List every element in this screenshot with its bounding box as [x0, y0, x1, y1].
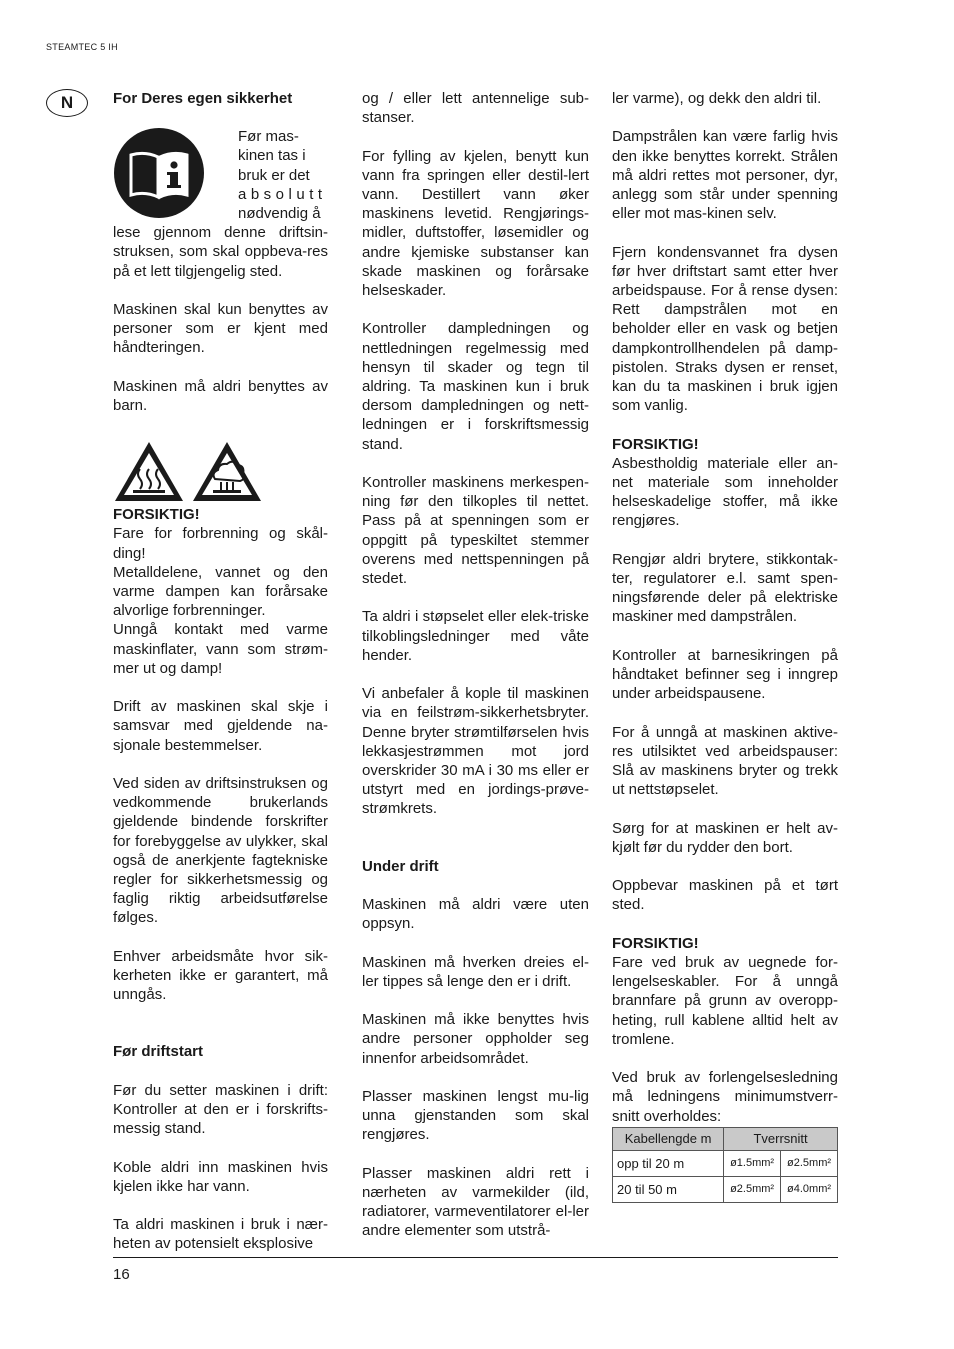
paragraph: Ved bruk av forlengelsesledning må ledningens minimumstverr-snitt overholdes:: [612, 1069, 838, 1125]
paragraph: Dampstrålen kan være farlig hvis den ikke benyttes korrekt. Strålen må aldri rettes mot personer, dyr, anlegg som står under spenning eller mot mas-kinen selv.: [612, 128, 838, 223]
paragraph: Kontroller dampledningen og nettledningen regelmessig med hensyn til skader og tegn til aldring. Ta maskinen kun i bruk dersom dampledningen og nett-ledningen er i forskriftsmessig stand.: [362, 320, 589, 453]
paragraph: Kontroller at barnesikringen på håndtaket befinner seg i inngrep under arbeidspausene.: [612, 646, 838, 703]
paragraph: Fjern kondensvannet fra dysen før hver driftstart samt etter hver arbeidspause. For å rense dysen: Rett dampstrålen mot en beholder eller en vask og betjen dampkontrollhendelen på damp-pistolen. Straks dysen er renset, kan du ta maskinen i bruk igjen som vanlig.: [612, 243, 838, 415]
paragraph: Maskinen må hverken dreies el-ler tippes så lenge den er i drift.: [362, 953, 589, 990]
intro-rest: lese gjennom denne driftsin-struksen, som skal oppbeva-res på et lett tilgjengelig sted.: [113, 224, 328, 280]
paragraph: Kontroller maskinens merkespen-ning før den tilkoples til nettet. Pass på at spenningen som er oppgitt på typeskiltet stemmer overens med nettspenningen på stedet.: [362, 474, 589, 588]
section-heading-before-start: Før driftstart: [113, 1043, 203, 1061]
intro-line-1: Før mas-: [238, 128, 299, 146]
table-cell-length: opp til 20 m: [613, 1150, 724, 1176]
paragraph: Plasser maskinen lengst mu-lig unna gjenstanden som skal rengjøres.: [362, 1088, 589, 1144]
paragraph: Maskinen må aldri være uten oppsyn.: [362, 896, 589, 933]
warning-title: FORSIKTIG!: [612, 934, 699, 952]
table-row: [613, 1177, 838, 1203]
warning-title: FORSIKTIG!: [612, 435, 699, 453]
column-2: [362, 89, 589, 1241]
table-cell-section: ø2.5mm²: [781, 1150, 838, 1176]
table-cell-section: ø1.5mm²: [724, 1150, 781, 1176]
paragraph: For fylling av kjelen, benytt kun vann fra springen eller destil-lert vann. Destillert vann øker maskinens levetid. Rengjørings-midler, duftstoffer, løsemidler og andre kjemiske substanser kan skade maskinen og forårsake helseskader.: [362, 147, 589, 300]
paragraph: Rengjør aldri brytere, stikkontak-ter, regulatorer e.l. samt spen-ningsførende deler på elektriske maskiner med dampstrålen.: [612, 550, 838, 626]
table-header-section: Tverrsnitt: [724, 1127, 838, 1150]
intro-line-2: kinen tas i: [238, 147, 306, 165]
paragraph: Sørg for at maskinen er helt av-kjølt før du rydder den bort.: [612, 819, 838, 856]
page-number: 16: [113, 1266, 130, 1283]
paragraph: Koble aldri inn maskinen hvis kjelen ikke har vann.: [113, 1158, 328, 1195]
section-heading-safety: For Deres egen sikkerhet: [113, 90, 293, 107]
warning-text: Metalldelene, vannet og den varme dampen kan forårsake alvorlige forbrenninger.: [113, 563, 328, 620]
table-cell-section: ø4.0mm²: [781, 1177, 838, 1203]
footer-divider: [113, 1257, 838, 1258]
intro-line-3: bruk er det: [238, 166, 310, 184]
paragraph: For å unngå at maskinen aktive-res utilsiktet ved arbeidspauser: Slå av maskinens bryter og trekk ut nettstøpselet.: [612, 723, 838, 799]
hot-surface-warning-icon: [113, 439, 185, 503]
warning-text: Fare for forbrenning og skål-ding!: [113, 525, 328, 562]
paragraph: Oppbevar maskinen på et tørt sted.: [612, 877, 838, 914]
cable-section-table: [612, 1127, 838, 1203]
column-3: [612, 89, 838, 1203]
paragraph: Vi anbefaler å kople til maskinen via en feilstrøm-sikkerhetsbryter. Denne bryter strømtilførselen hvis lekkasjestrømmen mot jord overskrider 30 mA i 30 ms eller er utstyrt med en jordings-prøve-strømkrets.: [362, 685, 589, 818]
read-manual-icon: [113, 127, 205, 219]
warning-title: FORSIKTIG!: [113, 506, 200, 524]
paragraph: Ved siden av driftsinstruksen og vedkommende brukerlands gjeldende bindende forskrifter for forebyggelse av ulykker, skal også de anerkjente fagtekniske regler for sikkerhetsmessig og faglig riktig arbeidsutførelse følges.: [113, 775, 328, 927]
read-manual-block: [113, 127, 328, 223]
table-header-length: Kabellengde m: [613, 1127, 724, 1150]
document-header-model: STEAMTEC 5 IH: [46, 42, 118, 52]
hot-steam-warning-icon: [191, 439, 263, 503]
table-row: [613, 1150, 838, 1176]
intro-line-5: nødvendig å: [238, 205, 321, 223]
paragraph: Plasser maskinen aldri rett i nærheten av varmekilder (ild, radiatorer, varmeventilatorer el-ler andre elementer som utstrå-: [362, 1164, 589, 1240]
paragraph: ler varme), og dekk den aldri til.: [612, 90, 822, 107]
warning-text: Unngå kontakt med varme maskinflater, vann som strøm-mer ut og damp!: [113, 621, 328, 677]
table-header-row: [613, 1127, 838, 1150]
paragraph: Maskinen må ikke benyttes hvis andre personer oppholder seg innenfor arbeidsområdet.: [362, 1011, 589, 1067]
warning-icons: [113, 439, 328, 505]
paragraph: Ta aldri i støpselet eller elek-triske tilkoblingsledninger med våte hender.: [362, 608, 589, 664]
language-badge: N: [46, 89, 88, 117]
paragraph: Ta aldri maskinen i bruk i nær-heten av potensielt eksplosive: [113, 1216, 328, 1253]
section-heading-during-operation: Under drift: [362, 857, 439, 875]
paragraph: Maskinen skal kun benyttes av personer som er kjent med håndteringen.: [113, 301, 328, 357]
paragraph: Drift av maskinen skal skje i samsvar med gjeldende na-sjonale bestemmelser.: [113, 698, 328, 754]
paragraph: Før du setter maskinen i drift: Kontroller at den er i forskrifts-messig stand.: [113, 1081, 328, 1138]
paragraph: Enhver arbeidsmåte hvor sik-kerheten ikke er garantert, må unngås.: [113, 947, 328, 1004]
intro-line-4: absolutt: [238, 185, 327, 203]
table-cell-length: 20 til 50 m: [613, 1177, 724, 1203]
warning-text: Asbestholdig materiale eller an-net materiale som inneholder helseskadelige stoffer, må ikke rengjøres.: [612, 454, 838, 530]
table-cell-section: ø2.5mm²: [724, 1177, 781, 1203]
warning-text: Fare ved bruk av uegnede for-lengelseskabler. For å unngå brannfare på grunn av overopp-heting, rull kablene alltid helt av tromlene.: [612, 954, 838, 1048]
paragraph: og / eller lett antennelige sub-stanser.: [362, 90, 589, 127]
column-1: [113, 89, 328, 1254]
paragraph: Maskinen må aldri benyttes av barn.: [113, 377, 328, 414]
